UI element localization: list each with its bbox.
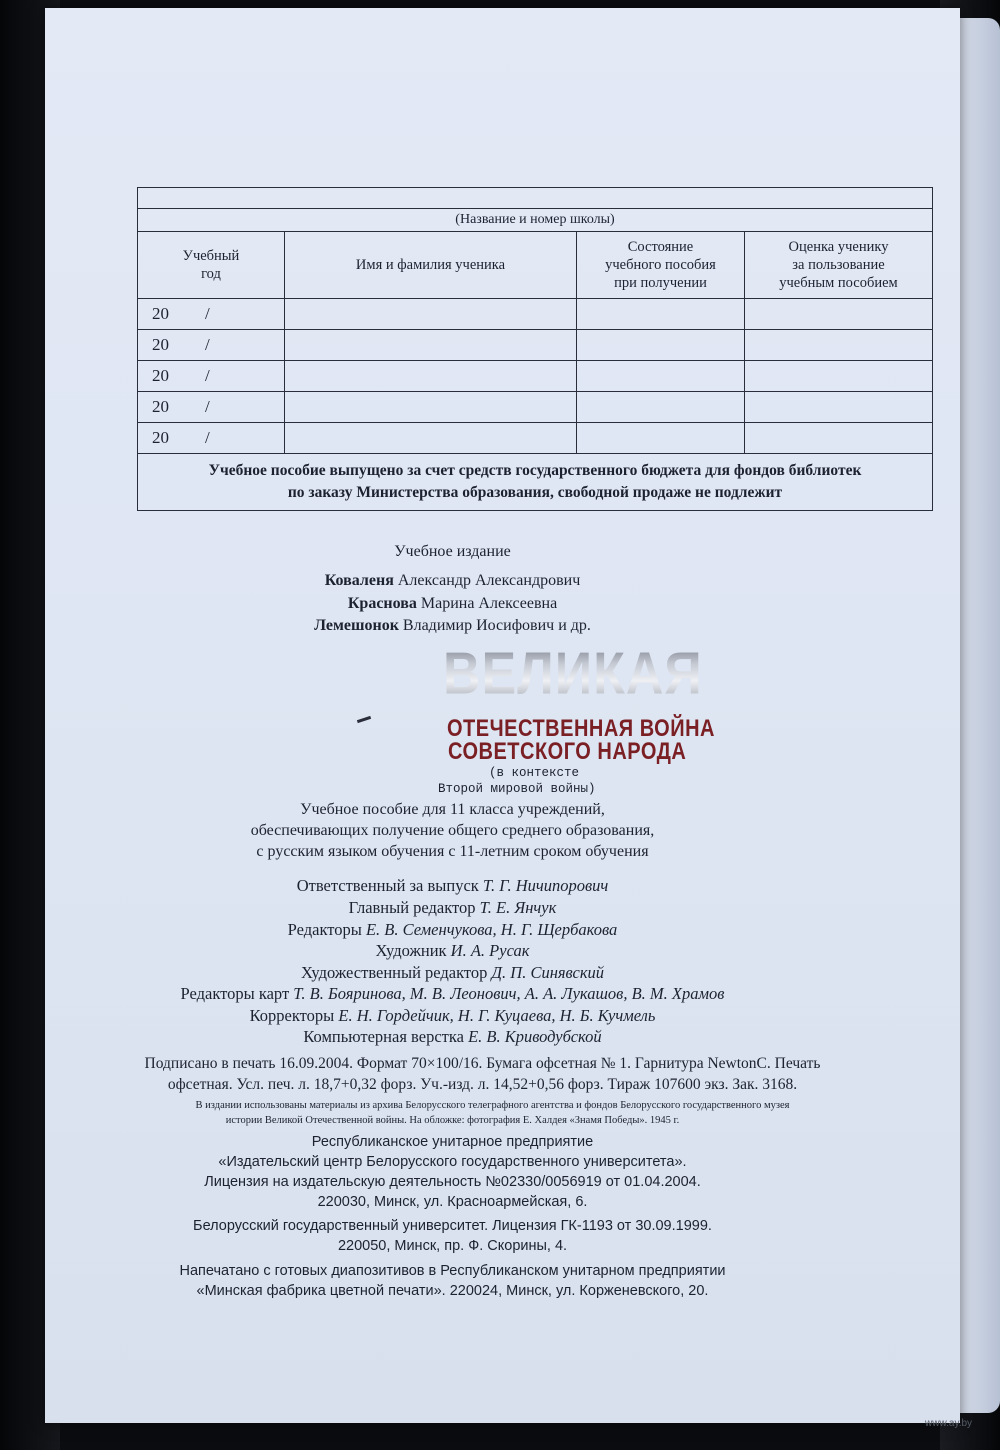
credit-line: Редакторы Е. В. Семенчукова, Н. Г. Щербакова: [287, 920, 618, 939]
year-cell: 20 /: [138, 330, 285, 361]
header-year: Учебный год: [138, 232, 285, 299]
student-cell: [285, 299, 577, 330]
book-page: [45, 8, 960, 1423]
student-cell: [285, 330, 577, 361]
table-row: [138, 361, 933, 392]
book-title-main: ВЕЛИКАЯ: [443, 640, 703, 708]
header-grade: Оценка ученику за пользование учебным пособием: [745, 232, 933, 299]
author-line: Лемешонок Владимир Иосифович и др.: [314, 617, 591, 634]
year-cell: 20 /: [138, 423, 285, 454]
publisher-line: «Издательский центр Белорусского государственного университета».: [218, 1154, 687, 1170]
book-title-context1: (в контексте: [489, 766, 580, 780]
description-line: Учебное пособие для 11 класса учреждений,: [300, 801, 605, 818]
publisher-line: Лицензия на издательскую деятельность №02330/0056919 от 01.04.2004.: [204, 1174, 701, 1190]
sources-note-line: истории Великой Отечественной войны. На обложке: фотография Е. Халдея «Знамя Победы». 1945 г.: [225, 1115, 680, 1126]
student-cell: [285, 423, 577, 454]
credit-line: Художник И. А. Русак: [375, 941, 530, 960]
description-line: обеспечивающих получение общего среднего образования,: [250, 822, 655, 839]
credit-line: Компьютерная верстка Е. В. Криводубской: [303, 1027, 602, 1046]
credit-line: Корректоры Е. Н. Гордейчик, Н. Г. Куцаева, Н. Б. Кучмель: [249, 1006, 656, 1025]
publisher-line: 220030, Минск, ул. Красноармейская, 6.: [317, 1194, 588, 1210]
header-condition: Состояние учебного пособия при получении: [577, 232, 745, 299]
grade-cell: [745, 361, 933, 392]
university-line: 220050, Минск, пр. Ф. Скорины, 4.: [337, 1238, 568, 1254]
grade-cell: [745, 392, 933, 423]
year-cell: 20 /: [138, 299, 285, 330]
edition-type: Учебное издание: [394, 543, 511, 560]
condition-cell: [577, 392, 745, 423]
publisher-line: Республиканское унитарное предприятие: [311, 1134, 594, 1150]
credit-line: Главный редактор Т. Е. Янчук: [348, 898, 557, 917]
author-line: Краснова Марина Алексеевна: [347, 595, 558, 612]
condition-cell: [577, 423, 745, 454]
student-cell: [285, 392, 577, 423]
table-row: [138, 423, 933, 454]
grade-cell: [745, 299, 933, 330]
register-footer: Учебное пособие выпущено за счет средств государственного бюджета для фондов библиотек по заказу Министерства образования, свободной продаже не подлежит: [138, 454, 933, 511]
printer-line: Напечатано с готовых диапозитивов в Республиканском унитарном предприятии: [179, 1263, 726, 1279]
book-title-context2: Второй мировой войны): [438, 782, 596, 796]
book-title-line3: СОВЕТСКОГО НАРОДА: [448, 738, 687, 766]
description-line: с русским языком обучения с 11-летним сроком обучения: [256, 843, 649, 860]
year-cell: 20 /: [138, 361, 285, 392]
year-cell: 20 /: [138, 392, 285, 423]
printer-line: «Минская фабрика цветной печати». 220024, Минск, ул. Корженевского, 20.: [196, 1283, 709, 1299]
sources-note-line: В издании использованы материалы из архива Белорусского телеграфного агентства и фондов Белорусского государственного музея: [195, 1100, 790, 1111]
credit-line: Ответственный за выпуск Т. Г. Ничипорович: [296, 876, 609, 895]
condition-cell: [577, 361, 745, 392]
university-line: Белорусский государственный университет. Лицензия ГК-1193 от 30.09.1999.: [193, 1218, 712, 1234]
credit-line: Редакторы карт Т. В. Бояринова, М. В. Леонович, А. А. Лукашов, В. М. Храмов: [180, 984, 725, 1003]
condition-cell: [577, 330, 745, 361]
author-line: Коваленя Александр Александрович: [324, 572, 581, 589]
header-student: Имя и фамилия ученика: [285, 232, 577, 299]
grade-cell: [745, 423, 933, 454]
grade-cell: [745, 330, 933, 361]
print-info-line: Подписано в печать 16.09.2004. Формат 70×100/16. Бумага офсетная № 1. Гарнитура NewtonC. Печать: [144, 1055, 821, 1072]
pen-mark: [357, 716, 371, 723]
table-row: [138, 330, 933, 361]
textbook-register-table: [137, 187, 933, 511]
print-info-line: офсетная. Усл. печ. л. 18,7+0,32 форз. Уч.-изд. л. 14,52+0,56 форз. Тираж 107600 экз. Зак. 3168.: [167, 1076, 798, 1093]
school-blank-cell: [138, 188, 933, 209]
school-caption: (Название и номер школы): [138, 209, 933, 232]
table-row: [138, 392, 933, 423]
table-row: [138, 299, 933, 330]
student-cell: [285, 361, 577, 392]
condition-cell: [577, 299, 745, 330]
credit-line: Художественный редактор Д. П. Синявский: [300, 963, 605, 982]
watermark: www.ay.by: [925, 1418, 973, 1429]
book-title-line2: ОТЕЧЕСТВЕННАЯ ВОЙНА: [447, 715, 715, 743]
